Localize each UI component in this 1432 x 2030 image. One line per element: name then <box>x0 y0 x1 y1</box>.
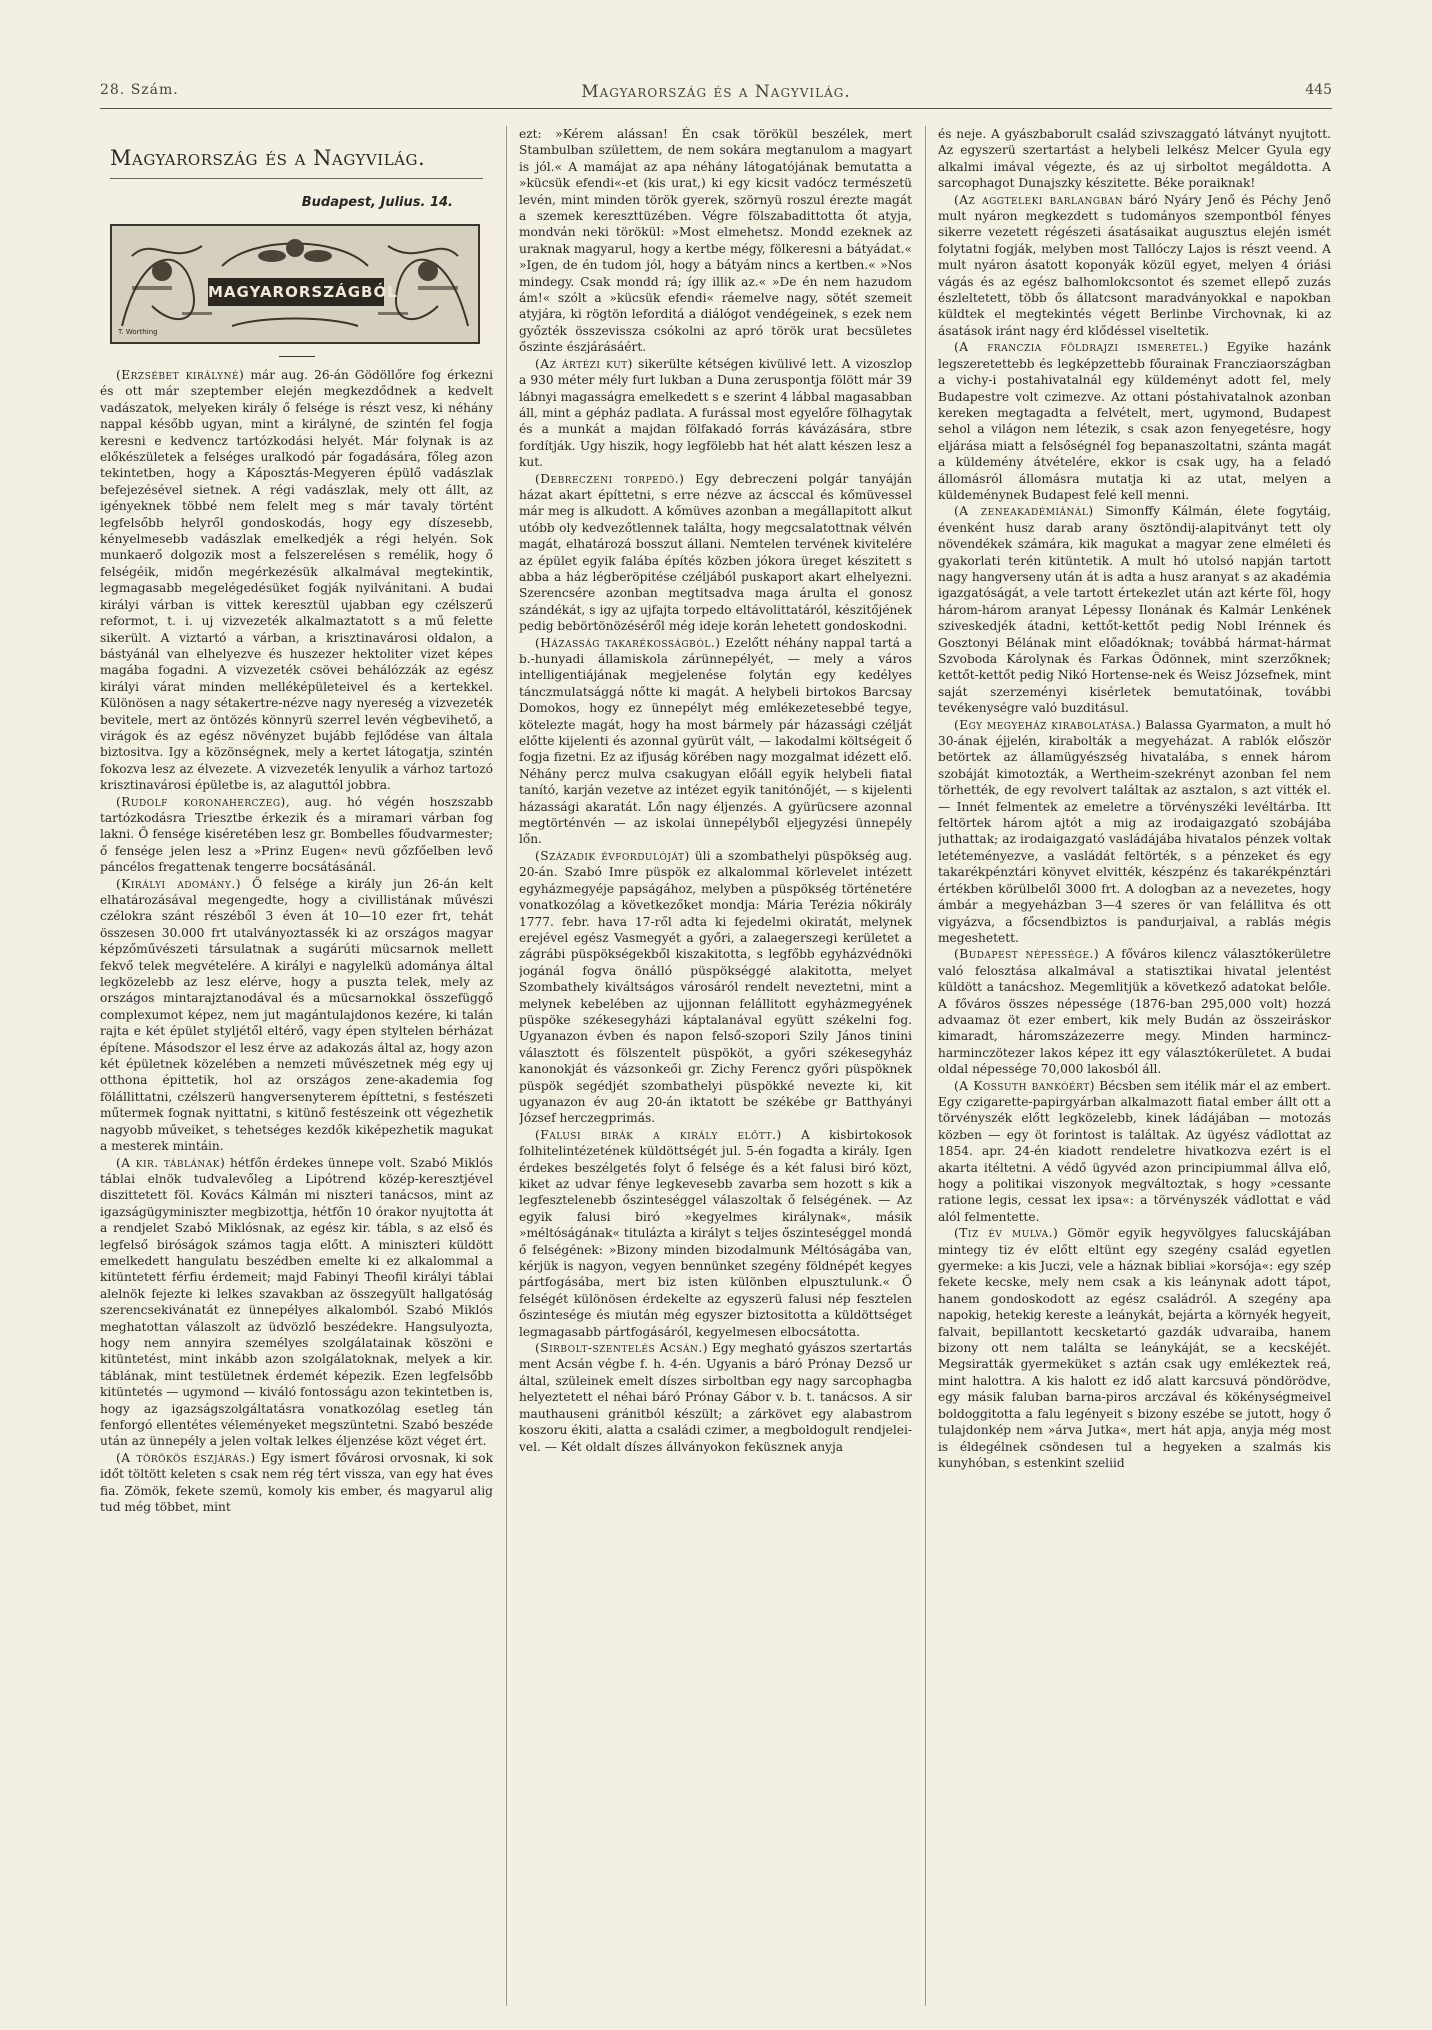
news-paragraph <box>100 1450 493 1516</box>
column-2-text <box>519 126 912 1455</box>
news-paragraph <box>519 635 912 848</box>
separator-rule <box>279 356 315 357</box>
paragraph-lead: (Tiz év mulva.) <box>954 1226 1059 1241</box>
news-paragraph <box>519 126 912 356</box>
page-number: 445 <box>1305 82 1332 98</box>
paragraph-lead: (Debreczeni torpedó.) <box>535 471 685 486</box>
paragraph-lead: (A franczia földrajzi ismeretel.) <box>954 340 1209 355</box>
news-paragraph <box>100 876 493 1155</box>
paragraph-text: Balassa Gyarmaton, a mult hó 30-ának éjjelén, kirabolták a megyeházat. A rablók először betörtek az államügyészség hivatalába, s ennek három szobáját kimotozták, a Wertheim-szekrényt azonban fel nem törhették, de egy revolvert találtak az asztalon, s azt vitték el. — Innét felmentek az emeletre a törvényszéki levéltárba. Itt feltörtek három ajtót a mig az irodaigazgató szobájába juthattak; az irodaigazgató vasládájába hivatalos pénzek voltak letéteményezve, a vasládát feltörték, s a pénzeket és egy takarékpénztári könyvet elvitték, készpénz és takarékpénztári értékben körülbelől 3000 frt. A dologban az a nevezetes, hogy ámbár a megyeházban 3—4 szeres ör van felállitva és ott vigyázva, a főcsendbiztos is pandurjaival, a rablás mégis megeshetett. <box>938 717 1331 945</box>
paragraph-text: Egyike hazánk legszeretettebb és legképzettebb főurainak Francziaországban a vichy-i postahivatalnál egy küldeményt adott fel, mely Budapestre volt czimezve. Az ottani póstahivatalnok azonban kereken megtagadta a felvételt, mert, ugymond, Budapest sehol a világon nem létezik, s csak azon fenyegetésre, hogy eljárása miatt a felsőségnél fog bepanaszoltatni, szánta magát a küldemény átvételére, ekkor is csak ugy, ha a feladó állomásról állomásra mutatja ki az utat, melyen a küldeménynek Budapest felé kell menni. <box>938 340 1331 502</box>
paragraph-text: Simonffy Kálmán, élete fogytáig, évenként husz darab arany ösztöndij-alapitványt tett oly növendékek számára, kik magukat a magyar zene elméleti és gyakorlati terén kitüntetik. A mult hó utolsó napján tartott nagy hangverseny után át is adta a husz aranyat s az akadémia igazgatóságát, a vele tartott értekezlet után azt kérte föl, hogy három-három aranyat Lépessy Ilonának és Kalmár Lenkének sziveskedjék átadni, kettőt-kettőt pedig Nobl Irénnek és Gosztonyi Bélának mint előadóknak; továbbá hármat-hármat Szvoboda Károlynak és Farkas Ödönnek, mint szerzőknek; kettőt-kettőt pedig Nikó Hortense-nek és Weisz Józsefnek, mint saját szerzeményi kisérletek bemutatóinak, további tevékenységre való buzditásul. <box>938 504 1331 716</box>
news-paragraph <box>938 339 1331 503</box>
column-2 <box>519 126 912 2006</box>
paragraph-lead: (Egy megyeház kirabolatása.) <box>954 717 1142 732</box>
paragraph-text: ezt: »Kérem alássan! Én csak törökül beszélek, mert Stambulban születtem, de nem sokára megtanulom a magyart is jól.« A mamájat az apa néhány látogatójának bemutatta a »kücsük efendi«-et (kis urat,) ki egy kicsit vadócz természetü levén, mint minden török gyerek, szörnyü roszul érezte magát a szemek kereszttüzében. Végre fölszabadittotta őt atyja, mondván neki törökül: »Most elmehetsz. Mondd ezeknek az uraknak magyarul, hogy a kertbe mégy, fölkeresni a bátyádat.« »Igen, de én tudom jól, hogy a bátyám nincs a kertben.« »Nos mindegy. Csak mondd rá; így illik az.« »De én nem hazudom ám!« szólt a »kücsük efendi« ráemelve nagy, sötét szemeit atyjára, ki rögtön leforditá a diálógot vendégeinek, s ezek nem győzték összevissza csókolni az apró török urat becsületes őszinte észjárásáért. <box>519 127 912 355</box>
section-title: Magyarország és a Nagyvilág. <box>110 146 426 170</box>
column-3-text <box>938 126 1331 1471</box>
running-title: Magyarország és a Nagyvilág. <box>581 82 851 102</box>
paragraph-text: üli a szombathelyi püspökség aug. 20-án. Szabó Imre püspök ez alkalommal körlevelet intézett egyházmegyéje papságához, melyben a püspökség történetére vonatkozólag a következőket mondja: Mária Terézia nőkirály 1777. febr. hava 17-ről adta ki fejedelmi okiratát, melynek erejével egész Vasmegyét a győri, a zalaegerszegi kerületet a zágrábi püspökségekből kiszakitotta, s legfőbb egyházvédnöki jogánál fogva önálló püspökséggé alakitotta, melyet Szombathely kiváltságos városáról rendelt neveztetni, mint a melynek kebelében az ujjonnan felállitott egyházmegyének püspöke székesegyházi káptalanával együtt székelni fog. Ugyanazon évben és napon felső-szopori Szily János tinini választott és fölszentelt püspököt, a győri székesegyház kanonokját és vázsonkeői gr. Zichy Ferencz győri püspöknek püspök segédjét szombathelyi püspökké nevezte ki, kit ugyanazon év aug 20-án iktatott be székébe gr Batthyányi József herczegprimás. <box>519 848 912 1126</box>
news-paragraph <box>519 1340 912 1455</box>
column-1-text <box>100 367 493 1515</box>
news-paragraph <box>100 1155 493 1450</box>
column-3 <box>938 126 1331 2006</box>
issue-number: 28. Szám. <box>100 82 179 98</box>
news-paragraph <box>938 126 1331 192</box>
paragraph-text: már aug. 26-án Gödöllőre fog érkezni és ott már szeptember elején megkezdődnek a kedvelt vadászatok, melyeken király ő felsége is részt vesz, ki néhány nappal később ugyan, mint a királyné, de szintén fel fogja keresni e kedvencz tartózkodási helyét. Már folynak is az előkészületek a felséges uralkodó pár fogadására, főleg azon tekintetben, hogy a Káposztás-Megyeren épülő vadászlak befejezésével sietnek. A régi vadászlak, mely ott állt, az igényeknek többé nem felelt meg s már tavaly történt legfelsőbb helyről gondoskodás, hogy egy díszesebb, kényelmesebb vadászlak emelkedjék a régi helyén. Sok munkaerő dolgozik most a felszerelésen s remélik, hogy ő felségéik, midőn megérkezésük alkalmával megtekintik, legmagasabb megelégedésüket fogják nyilvánitani. A budai királyi várban is vittek keresztül ujabban egy czélszerű reformot, t. i. uj vizvezeték alkalmaztatott s a mű felette sikerült. A viztartó a várban, a krisztinavárosi oldalon, a bástyánál van elhelyezve és huszezer hektoliter vizet képes magába fogadni. A vizvezeték csövei behálózzák az egész királyi várat minden melléképületeivel és a kertekkel. Különösen a nagy sétakertre-nézve nagy nyereség a vizvezeték bevitele, mert az öntözés könnyrü szerrel levén végbevihető, a virágok és az egész növényzet bujább fejlődése van általa biztositva. Igy a közönségnek, mely a kertet látogatja, szintén fokozva lesz az élvezete. A vizvezeték lenyulik a várhoz tartozó krisztinavárosi épületbe is, az alaguttól jobbra. <box>100 368 493 793</box>
news-paragraph <box>938 503 1331 716</box>
paragraph-lead: (Budapest népessége.) <box>954 947 1100 962</box>
header-rule <box>100 108 1332 109</box>
running-head <box>100 82 1332 104</box>
news-paragraph <box>519 471 912 635</box>
paragraph-text: sikerülte kétségen kivülivé lett. A vizoszlop a 930 méter mély furt lukban a Duna zeruspontja fölött már 39 lábnyi magasságra emelkedett s e szerint 4 lábbal magasabban áll, mint a gépház padlata. A furással most egyelőre fölhagytak és a munkát a majdan fölfakadó forrás kávázására, stbre fordítják. Ugy hiszik, hogy legfölebb hat hét alatt készen lesz a kut. <box>519 356 912 470</box>
news-paragraph <box>100 367 493 794</box>
news-paragraph <box>100 794 493 876</box>
news-paragraph <box>519 1127 912 1340</box>
news-paragraph <box>938 192 1331 340</box>
paragraph-lead: (Sirbolt-szentelés Acsán.) <box>535 1341 708 1356</box>
paragraph-text: , aug. hó végén hoszszabb tartózkodásra Triesztbe érkezik és a miramari várban fog lakni. Ő fensége kiséretében lesz gr. Bombelles főudvarmester; ő fensége jelen lesz a »Prinz Eugen« nevü gőzfőelben levő páncélos fregattenak tengerre bocsátásánál. <box>100 794 493 875</box>
paragraph-text: és neje. A gyászbaborult család szivszaggató látványt nyujtott. Az egyszerü szertartást a helybeli lelkész Melcer Gyula egy alkalmi imával végezte, és az uj sirboltot megáldotta. A sarcophagot Dunajszky készitette. Béke poraiknak! <box>938 127 1331 191</box>
paragraph-lead: (A Kossuth bankóért) <box>954 1078 1095 1093</box>
news-paragraph <box>938 1225 1331 1471</box>
paragraph-lead: (A kir. táblának) <box>116 1155 226 1170</box>
paragraph-lead: (Falusi birák a király előtt.) <box>535 1127 782 1142</box>
paragraph-text: Ő felsége a király jun 26-án kelt elhatározásával megengedte, hogy a civillistának művészi czélokra szánt részéből 3 éven át 10—10 ezer frt, tehát összesen 30.000 frt utalványoztassék ki az országos magyar képzőművészeti társulatnak a sugárúti mücsarnok mellett fekvő telek megvételére. A királyi e nagylelkü adománya által legközelebb az lesz elérve, hogy a puszta telek, mely az országos mintarajztanodával és a mücsarnokkal összefüggő complexumot képez, nem jut magántulajdonos kezére, ki talán rajta e két épület styljétől eltérő, vagy épen styltelen bérházat építene. Másodszor el lesz érve az adakozás által az, hogy azon két épületnek közelében a nemzeti művészetnek még egy uj otthona épittetik, hol az országos zene-akademia fog fölállittatni, czélszerü hangversenyterem építtetni, s festészeti műtermek fognak nyittatni, s kitünő festészeink ott végezhetik nagyobb műveiket, s tehetséges kezdők kiképezhetik magukat a mesterek mintáin. <box>100 876 493 1154</box>
paragraph-lead: (Házasság takarékosságból.) <box>535 635 721 650</box>
paragraph-text: A kisbirtokosok folhitelintézetének küldöttségét jul. 5-én fogadta a király. Igen érdekes beszélgetés folyt ő felsége és a két falusi biró közt, kiket az udvar fénye legkevesebb zavarba sem hozott s kik a legfesztelenebb őszinteséggel válaszoltak ő felségének. — Az egyik falusi biró »kegyelmes királynak«, másik »méltóságának« titulázta a királyt s teljes őszinteséggel mondá ő felségének: »Bizony minden bizodalmunk Méltóságába van, kérjük is nagyon, vegyen bennünket szegény földnépét kegyes pártfogásába, mert biz isten különben elpusztulunk.« Ő felségét különösen érdekelte az egyszerü falusi nép fesztelen őszintesége és miután még egyszer biztositotta a küldöttséget legmagasabb pártfogásáról, kegyelmesen elbocsátotta. <box>519 1127 912 1339</box>
paragraph-text: Egy megható gyászos szertartás ment Acsán végbe f. h. 4-én. Ugyanis a báró Prónay Dezső ur által, szüleinek emelt díszes sirboltban egy nagy sarcophagba helyeztetett el néhai báró Prónay Gábor v. b. t. tanácsos. A sir mauthauseni gránitból készült; a zárkövet egy alabastrom koszoru ékiti, alatta a családi czimer, a megboldogult rendjeleivel. — Két oldalt díszes állványokon feküsznek anyja <box>519 1341 912 1454</box>
banner-artist-signature: T. Worthing <box>118 328 158 336</box>
paragraph-lead: (Századik évfordulóját) <box>535 848 690 863</box>
paragraph-text: Egy ismert fővárosi orvosnak, ki sok időt töltött keleten s csak nem rég tért vissza, van egy hat éves fia. Zömök, fekete szemü, komoly kis ember, és magyarul alig tud még többet, mint <box>100 1450 493 1515</box>
paragraph-text: A főváros kilencz választókerületre való felosztása alkalmával a statisztikai hivatal jelentést küldött a tanácshoz. Megemlitjük a következő adatokat belőle. A főváros összes népessége (1876-ban 295,000 volt) hozzá advaamaz öt ezer embert, kik mely Budán az összeiráskor kimaradt, háromszázezerre megy. Minden harmincz-harminczötezer lakos képez itt egy választókerületet. A budai oldal népessége 70,000 lakosból áll. <box>938 947 1331 1077</box>
paragraph-lead: (Erzsébet királyné) <box>116 368 245 382</box>
paragraph-lead: (Rudolf koronaherczeg) <box>116 794 286 809</box>
paragraph-text: Bécsben sem itélik már el az embert. Egy czigarette-papirgyárban alkalmazott fiatal ember állt ott a törvényszék előtt legközelebb, kinek ládájában — motozás közben — egy öt forintost is találtak. Az ügyész vádlottat az 1854. apr. 24-én kiadott rendeletre hivatkozva ezért is el akarta itéltetni. A védő ügyvéd azon principiummal állva elő, hogy a politikai viszonyok megváltoztak, s hogy »cessante ratione legis, cessat lex ipsa«: a törvényszék vádlottat e vád alól felmentette. <box>938 1078 1331 1224</box>
news-paragraph <box>519 848 912 1127</box>
paragraph-text: Gömör egyik hegyvölgyes falucskájában mintegy tiz év előtt eltünt egy szegény család egyetlen gyermeke: a kis Juczi, vele a háznak bibliai »korsója«: egy szép fekete kecske, mely nem csak a kis leánynak adott tápot, hanem gondoskodott az egész családról. A szegény apa napokig, hetekig kereste a leánykát, bejárta a környék hegyeit, falvait, bepillantott kecsketartó gazdák udvaraiba, hanem bizony ott nem találta se leánykáját, se a kecskéjét. Megsiratták gyermeküket s aztán csak ugy emlékeztek reá, mint halottra. A kis halott ez idő alatt karcsuvá pöndörödve, egy másik faluban barna-piros arczával és kökénységmeivel boldoggitotta a falu legényeit s bizony eszébe se jutott, hogy ő tulajdonkép nem »árva Jutka«, mert hát apja, anyja még most is éldegélnek csöndesen tul a hegyeken a szalmás kis kunyhóban, s estenkint szeliid <box>938 1226 1331 1470</box>
paragraph-text: Egy debreczeni polgár tanyáján házat akart építtetni, s erre nézve az ácsccal és kőmüvessel már meg is alkudott. A kőmüves azonban a megállapitott alkut utóbb oly kedvezőtlennek találta, hogy megcsalatottnak vélvén magát, elhatározá bosszut állani. Nemtelen tervének kivitelére az épület egyik falába építés közben jókora üreget készitett s abba a ház légberöpitése czéljából puskaport akart elhelyezni. Szerencsére azonban megtitsadva maga árulta el gonosz szándékát, s igy az ujfajta torpedo eltávolittatáról, készitőjének pedig bebörtönözéséről még ideje korán lehetett gondoskodni. <box>519 471 912 634</box>
banner-label: MAGYARORSZÁGBÓL <box>208 278 384 306</box>
paragraph-lead: (Az aggteleki barlangban <box>954 192 1124 207</box>
article-columns <box>100 126 1332 2006</box>
news-paragraph <box>938 1078 1331 1226</box>
paragraph-text: báró Nyáry Jenő és Péchy Jenő mult nyáron megkezdett s tudományos szempontból fényes sikerre vezetett régészeti ásatásaikat augusztus elején ismét folytatni fogják, melyben most Tallóczy Lajos is részt veend. A mult nyáron ásatott koponyák közül egyet, melyen 4 óriási vágás és az egész balhomlokcsontot és szemet ellepő zuzás észleltetett, több ős állatcsont maradványokkal e napokban küldtek el megtekintés végett Berlinbe Virchovnak, ki az ásatások iránt nagy érd klődéssel viseltetik. <box>938 192 1331 338</box>
paragraph-text: Ezelőtt néhány nappal tartá a b.-hunyadi államiskola zárünnepélyét, — mely a város intelligentiájának megjelenése folytán egy kedélyes tánczmulatsággá nőtte ki magát. A helybeli birtokos Barcsay Domokos, hogy ez ünnepélyt még emlékezetesebbé tegye, kötelezte magát, hogy ha most bármely pár házassági czélját előtte kijelenti és azonnal gyürüt vált, — lakodalmi költségeit ő fogja fizetni. Ez az ifjuság körében nagy mozgalmat idézett elő. Néhány percz mulva csakugyan előáll egyik helybeli fiatal tanító, karján vezetve az intézet egyik tanitónőjét, — s kijelenti házassági akaratát. Lőn nagy éljenzés. A gyürücsere azonnal megtörténvén — az iskolai ünnepélyből eljegyzési ünnepély lőn. <box>519 635 912 847</box>
paragraph-lead: (Királyi adomány.) <box>116 876 241 891</box>
paragraph-lead: (Az ártézi kut) <box>535 356 633 371</box>
news-paragraph <box>938 717 1331 947</box>
paragraph-lead: (A törökös észjárás.) <box>116 1450 256 1465</box>
news-paragraph <box>938 946 1331 1077</box>
news-paragraph <box>519 356 912 471</box>
column-1 <box>100 126 493 2006</box>
dateline: Budapest, Julius. 14. <box>301 195 453 210</box>
paragraph-text: hétfőn érdekes ünnepe volt. Szabó Miklós táblai elnök tudvalevőleg a Lipótrend közép-keresztjével diszittetett föl. Kovács Kálmán mi niszteri tanácsos, mint az igazságügyminiszter megbizottja, hétfőn 10 órakor nyujtotta át a rendjelet Szabó Miklósnak, az egész kir. tábla, s az első és legfelső biróságok számos tagja előtt. A miniszteri küldött emelkedett hangulatu beszédben emelte ki ez alkalommal a kitüntetett férfiu érdemeit; majd Fabinyi Theofil királyi táblai alelnök fejezte ki lelkes szavakban az összegyült hallgatóság szerencsekivánatát ez ünnepélyes alkalomból. Szabó Miklós meghatottan válaszolt az üdvözlő beszédekre. Hangsulyozta, hogy nem annyira személyes szolgálatainak köszöni e kitüntetést, mint inkább azon szolgálatoknak, melyek a kir. táblának, mint testületnek érdemét képezik. Ezen legfelsőbb kitüntetés — ugymond — kiváló fontosságu azon tekintetben is, hogy az igazságszolgáltatásra vonatkozólag esetleg tán fenforgó ellentétes véleményeket megszüntetni. Szabó beszéde után az ünnepély a jelen voltak lelkes éljenzése közt véget ért. <box>100 1155 493 1449</box>
paragraph-lead: (A zeneakadémiánál) <box>954 504 1094 519</box>
section-title-rule <box>110 178 483 179</box>
section-banner-illustration <box>110 224 480 344</box>
